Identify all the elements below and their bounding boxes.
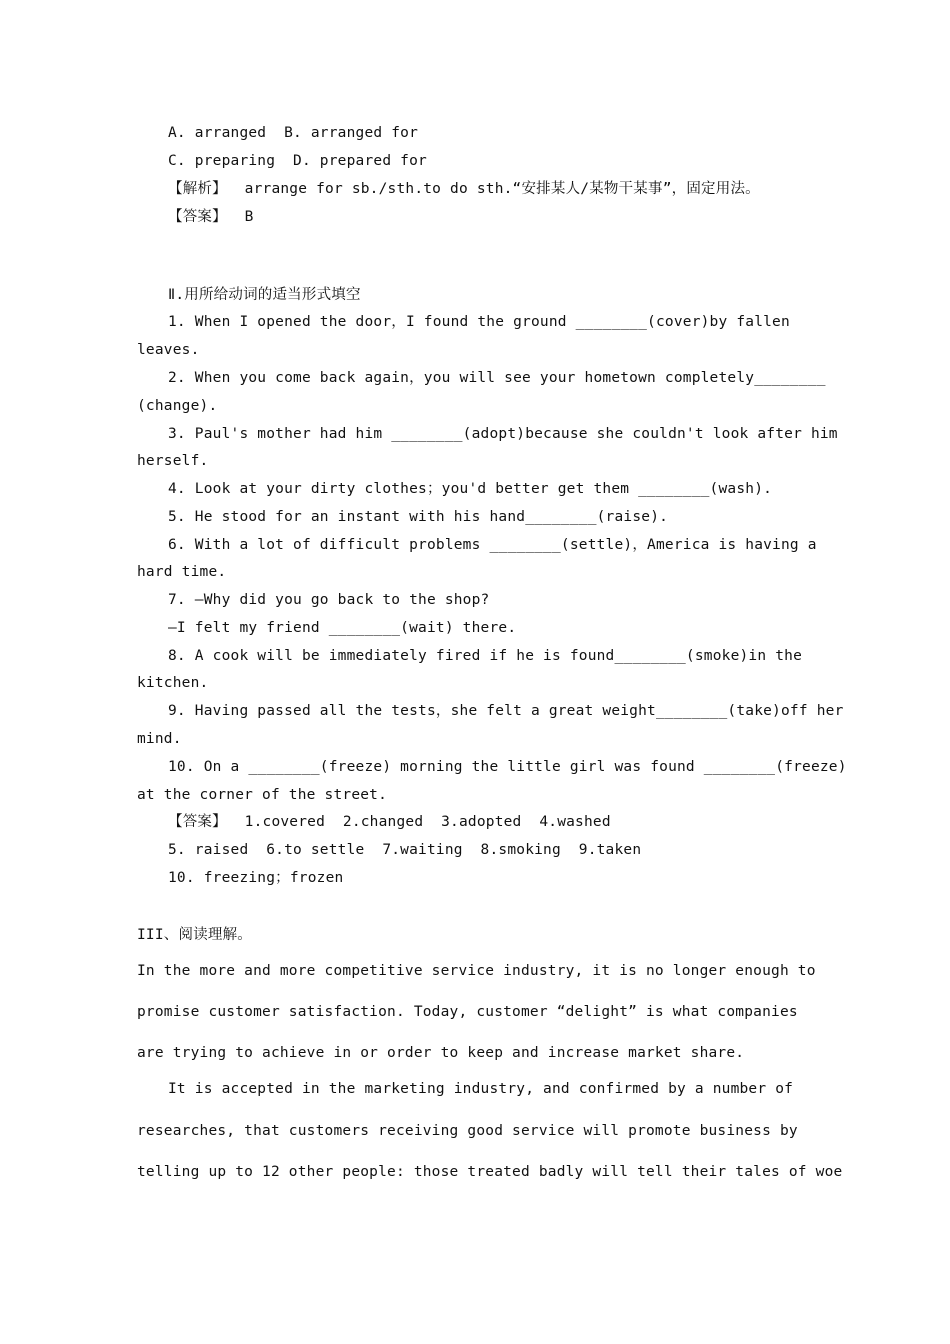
question-6-line-1: 6. With a lot of difficult problems ________(settle)，America is having a: [168, 537, 817, 553]
option-a-b: A. arranged B. arranged for: [168, 125, 419, 141]
question-10-line-1: 10. On a ________(freeze) morning the little girl was found ________(freeze): [168, 759, 847, 775]
option-c-d: C. preparing D. prepared for: [168, 153, 427, 169]
answers-line-2: 5. raised 6.to settle 7.waiting 8.smoking 9.taken: [168, 842, 642, 858]
paragraph-1-line-3: are trying to achieve in or order to keep and increase market share.: [137, 1045, 745, 1061]
question-4: 4. Look at your dirty clothes；you'd better get them ________(wash).: [168, 481, 773, 497]
question-1-line-2: leaves.: [137, 342, 200, 358]
paragraph-1-line-1: In the more and more competitive service industry, it is no longer enough to: [137, 963, 816, 979]
question-7-line-1: 7. —Why did you go back to the shop?: [168, 592, 490, 608]
paragraph-2-line-1: It is accepted in the marketing industry, and confirmed by a number of: [168, 1081, 794, 1097]
question-10-line-2: at the corner of the street.: [137, 787, 388, 803]
question-3-line-1: 3. Paul's mother had him ________(adopt)because she couldn't look after him: [168, 426, 838, 442]
analysis-text: 【解析】 arrange for sb./sth.to do sth.“安排某人/某物干某事”，固定用法。: [168, 181, 760, 197]
answers-line-3: 10. freezing；frozen: [168, 870, 344, 886]
paragraph-2-line-2: researches, that customers receiving good service will promote business by: [137, 1123, 798, 1139]
question-2-line-1: 2. When you come back again，you will see your hometown completely________: [168, 370, 826, 386]
section-3-heading: III、阅读理解。: [137, 927, 252, 943]
section-2-heading: Ⅱ.用所给动词的适当形式填空: [168, 287, 361, 303]
question-8-line-2: kitchen.: [137, 675, 209, 691]
paragraph-1-line-2: promise customer satisfaction. Today, customer “delight” is what companies: [137, 1004, 798, 1020]
question-9-line-1: 9. Having passed all the tests，she felt a great weight________(take)off her: [168, 703, 844, 719]
answers-line-1: 【答案】 1.covered 2.changed 3.adopted 4.washed: [168, 814, 611, 830]
question-7-line-2: —I felt my friend ________(wait) there.: [168, 620, 517, 636]
question-8-line-1: 8. A cook will be immediately fired if he is found________(smoke)in the: [168, 648, 803, 664]
paragraph-2-line-3: telling up to 12 other people: those treated badly will tell their tales of woe: [137, 1164, 843, 1180]
question-5: 5. He stood for an instant with his hand________(raise).: [168, 509, 669, 525]
question-3-line-2: herself.: [137, 453, 209, 469]
question-6-line-2: hard time.: [137, 564, 227, 580]
question-2-line-2: (change).: [137, 398, 218, 414]
question-1-line-1: 1. When I opened the door，I found the ground ________(cover)by fallen: [168, 314, 790, 330]
answer-text: 【答案】 B: [168, 209, 254, 225]
question-9-line-2: mind.: [137, 731, 182, 747]
